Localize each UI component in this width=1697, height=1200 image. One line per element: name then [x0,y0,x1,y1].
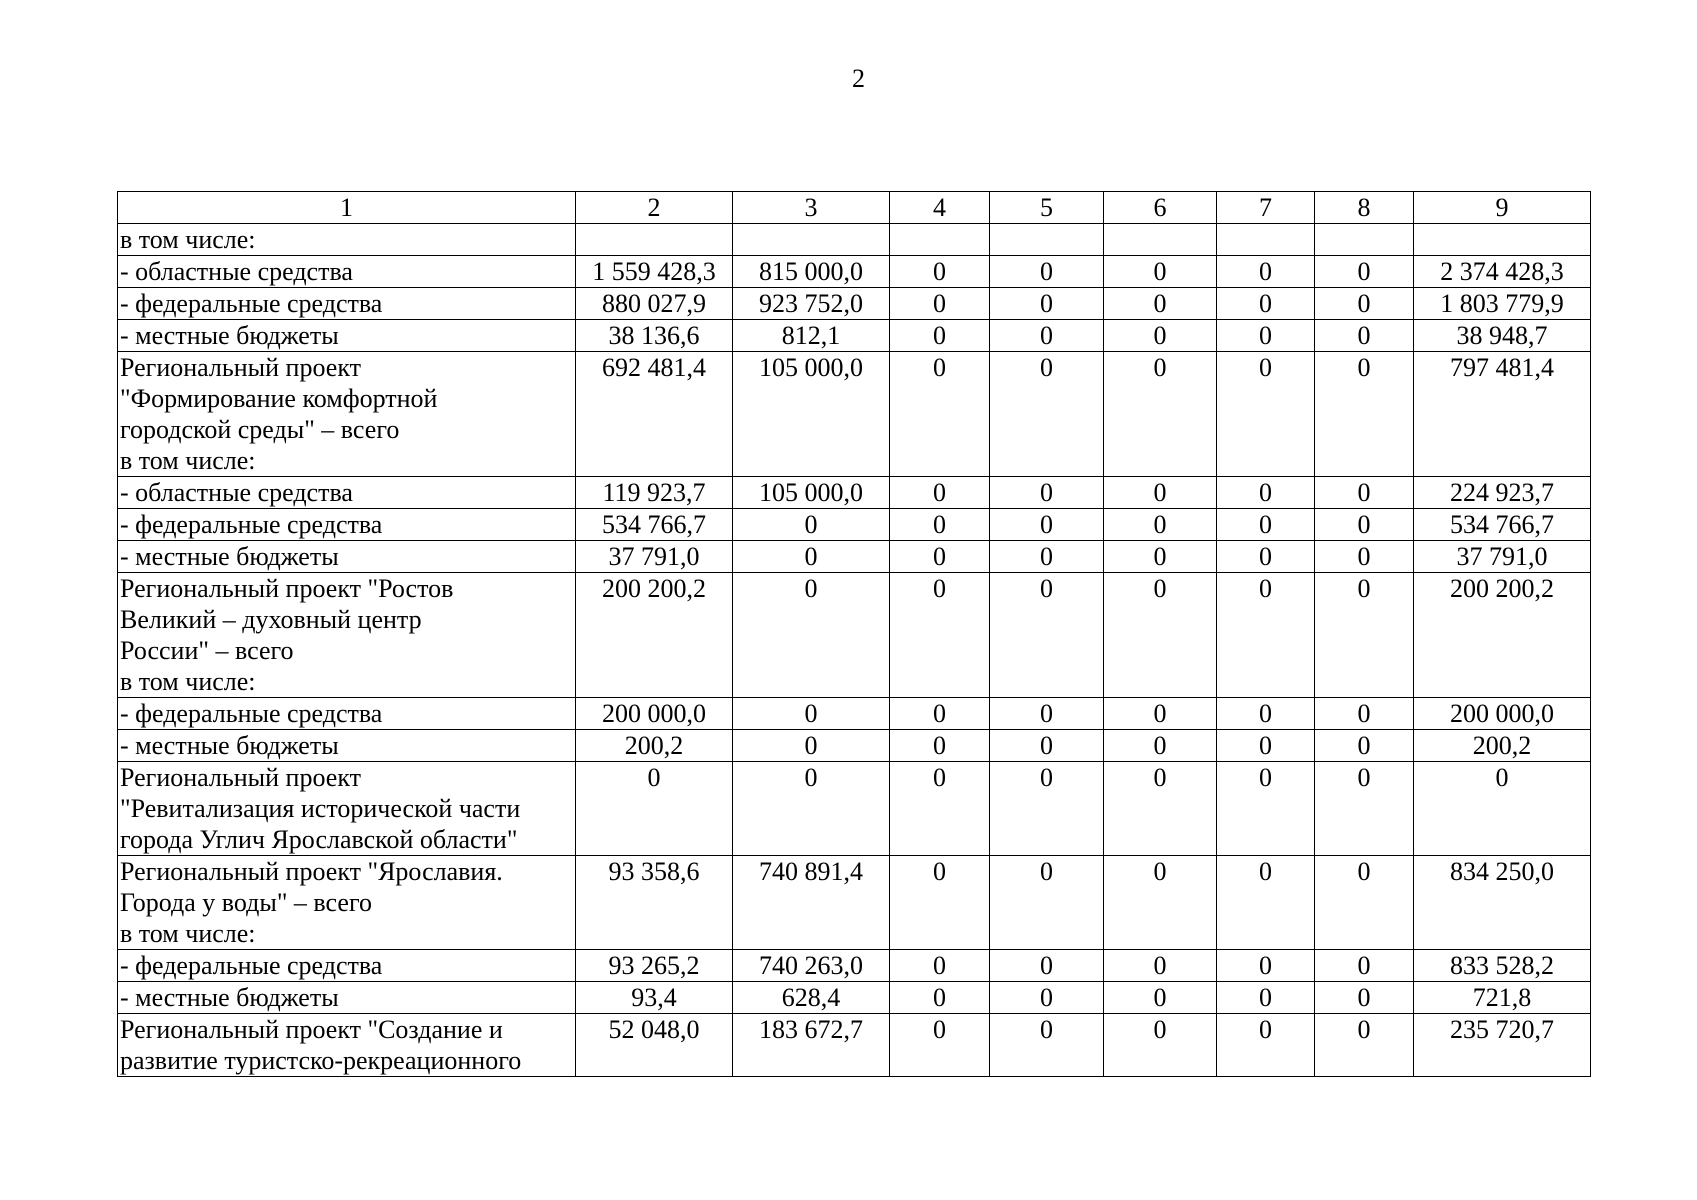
column-header-8: 8 [1315,192,1414,224]
value-cell-col-3: 0 [733,698,890,730]
value-cell-col-2: 93,4 [576,982,733,1014]
value-cell-col-6: 0 [1104,288,1217,320]
table-row [118,698,1591,730]
row-label-line: - федеральные средства [120,951,383,980]
value-cell-col-2: 200 200,2 [576,573,733,698]
value-cell-col-4: 0 [890,950,990,982]
value-cell-col-5: 0 [990,477,1104,509]
value-cell-col-3: 812,1 [733,320,890,352]
table-row [118,509,1591,541]
value-cell-col-5: 0 [990,698,1104,730]
table-row [118,320,1591,352]
value-cell-col-7: 0 [1217,352,1315,477]
row-label-line: Города у воды" – всего [120,888,372,917]
table-row [118,950,1591,982]
value-cell-col-7: 0 [1217,856,1315,950]
row-label-line: "Ревитализация исторической части [120,794,521,823]
value-cell-col-2 [576,224,733,256]
value-cell-col-6: 0 [1104,477,1217,509]
value-cell-col-8: 0 [1315,1014,1414,1077]
value-cell-col-8 [1315,224,1414,256]
value-cell-col-9: 1 803 779,9 [1414,288,1591,320]
column-header-1: 1 [118,192,576,224]
value-cell-col-7: 0 [1217,477,1315,509]
value-cell-col-4: 0 [890,541,990,573]
value-cell-col-2: 1 559 428,3 [576,256,733,288]
value-cell-col-9 [1414,224,1591,256]
value-cell-col-8: 0 [1315,982,1414,1014]
value-cell-col-7: 0 [1217,762,1315,856]
value-cell-col-2: 38 136,6 [576,320,733,352]
value-cell-col-6: 0 [1104,352,1217,477]
value-cell-col-4 [890,224,990,256]
row-label-line: в том числе: [120,446,256,475]
value-cell-col-7: 0 [1217,288,1315,320]
value-cell-col-3: 923 752,0 [733,288,890,320]
column-header-3: 3 [733,192,890,224]
row-label-line: развитие туристско-рекреационного [120,1046,522,1075]
row-label [118,256,576,288]
value-cell-col-4: 0 [890,762,990,856]
column-header-6: 6 [1104,192,1217,224]
value-cell-col-2: 37 791,0 [576,541,733,573]
value-cell-col-3 [733,224,890,256]
value-cell-col-8: 0 [1315,256,1414,288]
table-row [118,541,1591,573]
page-number: 2 [852,64,865,93]
value-cell-col-9: 534 766,7 [1414,509,1591,541]
value-cell-col-9: 200 200,2 [1414,573,1591,698]
row-label-line: Великий – духовный центр [120,605,422,634]
value-cell-col-8: 0 [1315,573,1414,698]
value-cell-col-9: 200 000,0 [1414,698,1591,730]
value-cell-col-8: 0 [1315,320,1414,352]
row-label [118,573,576,698]
value-cell-col-2: 880 027,9 [576,288,733,320]
value-cell-col-9: 721,8 [1414,982,1591,1014]
value-cell-col-6: 0 [1104,1014,1217,1077]
row-label [118,352,576,477]
value-cell-col-6: 0 [1104,982,1217,1014]
value-cell-col-9: 200,2 [1414,730,1591,762]
value-cell-col-4: 0 [890,320,990,352]
value-cell-col-9: 37 791,0 [1414,541,1591,573]
value-cell-col-6 [1104,224,1217,256]
value-cell-col-9: 235 720,7 [1414,1014,1591,1077]
value-cell-col-5: 0 [990,856,1104,950]
row-label-line: - местные бюджеты [120,321,339,350]
value-cell-col-3: 105 000,0 [733,352,890,477]
value-cell-col-2: 200 000,0 [576,698,733,730]
value-cell-col-5: 0 [990,573,1104,698]
value-cell-col-8: 0 [1315,698,1414,730]
row-label-line: - федеральные средства [120,699,383,728]
value-cell-col-6: 0 [1104,762,1217,856]
value-cell-col-2: 119 923,7 [576,477,733,509]
value-cell-col-5: 0 [990,256,1104,288]
value-cell-col-8: 0 [1315,950,1414,982]
table-row [118,573,1591,698]
value-cell-col-5 [990,224,1104,256]
value-cell-col-5: 0 [990,950,1104,982]
table-row [118,762,1591,856]
value-cell-col-9: 797 481,4 [1414,352,1591,477]
row-label-line: - местные бюджеты [120,731,339,760]
value-cell-col-2: 52 048,0 [576,1014,733,1077]
row-label-line: "Формирование комфортной [120,384,438,413]
value-cell-col-4: 0 [890,1014,990,1077]
row-label [118,320,576,352]
row-label [118,509,576,541]
value-cell-col-3: 0 [733,509,890,541]
value-cell-col-8: 0 [1315,762,1414,856]
value-cell-col-2: 534 766,7 [576,509,733,541]
value-cell-col-2: 93 265,2 [576,950,733,982]
value-cell-col-5: 0 [990,320,1104,352]
row-label-line: города Углич Ярославской области" [120,825,518,854]
row-label-line: Региональный проект [120,353,361,382]
row-label-line: Региональный проект "Ярославия. [120,857,503,886]
value-cell-col-7: 0 [1217,982,1315,1014]
row-label [118,982,576,1014]
row-label [118,856,576,950]
table-body [118,192,1591,1077]
value-cell-col-6: 0 [1104,856,1217,950]
budget-table [117,191,1591,1077]
value-cell-col-6: 0 [1104,509,1217,541]
value-cell-col-4: 0 [890,698,990,730]
value-cell-col-6: 0 [1104,698,1217,730]
row-label-line: - местные бюджеты [120,983,339,1012]
value-cell-col-7: 0 [1217,320,1315,352]
row-label-line: городской среды" – всего [120,415,400,444]
value-cell-col-5: 0 [990,352,1104,477]
row-label-line: - областные средства [120,478,353,507]
value-cell-col-3: 0 [733,541,890,573]
value-cell-col-3: 0 [733,762,890,856]
table-row [118,1014,1591,1077]
value-cell-col-7 [1217,224,1315,256]
value-cell-col-8: 0 [1315,856,1414,950]
row-label [118,950,576,982]
value-cell-col-3: 0 [733,573,890,698]
value-cell-col-6: 0 [1104,950,1217,982]
row-label-line: - федеральные средства [120,289,383,318]
table-row [118,982,1591,1014]
value-cell-col-2: 93 358,6 [576,856,733,950]
value-cell-col-3: 628,4 [733,982,890,1014]
value-cell-col-5: 0 [990,730,1104,762]
value-cell-col-5: 0 [990,1014,1104,1077]
header-row [118,192,1591,224]
value-cell-col-8: 0 [1315,541,1414,573]
value-cell-col-4: 0 [890,509,990,541]
value-cell-col-2: 0 [576,762,733,856]
row-label [118,541,576,573]
value-cell-col-6: 0 [1104,256,1217,288]
table-row [118,730,1591,762]
column-header-2: 2 [576,192,733,224]
value-cell-col-7: 0 [1217,573,1315,698]
value-cell-col-7: 0 [1217,1014,1315,1077]
value-cell-col-2: 200,2 [576,730,733,762]
value-cell-col-7: 0 [1217,730,1315,762]
value-cell-col-8: 0 [1315,477,1414,509]
value-cell-col-2: 692 481,4 [576,352,733,477]
value-cell-col-4: 0 [890,573,990,698]
row-label-line: - федеральные средства [120,510,383,539]
value-cell-col-9: 38 948,7 [1414,320,1591,352]
value-cell-col-6: 0 [1104,320,1217,352]
table-row [118,256,1591,288]
value-cell-col-4: 0 [890,982,990,1014]
table-row [118,288,1591,320]
value-cell-col-3: 740 263,0 [733,950,890,982]
table-row [118,856,1591,950]
row-label-line: - местные бюджеты [120,542,339,571]
row-label-line: Региональный проект "Создание и [120,1015,503,1044]
row-label [118,1014,576,1077]
table-row [118,477,1591,509]
column-header-7: 7 [1217,192,1315,224]
value-cell-col-3: 815 000,0 [733,256,890,288]
value-cell-col-6: 0 [1104,541,1217,573]
value-cell-col-3: 105 000,0 [733,477,890,509]
value-cell-col-5: 0 [990,509,1104,541]
value-cell-col-4: 0 [890,288,990,320]
value-cell-col-5: 0 [990,762,1104,856]
value-cell-col-8: 0 [1315,509,1414,541]
row-label [118,224,576,256]
row-label-line: в том числе: [120,667,256,696]
value-cell-col-4: 0 [890,856,990,950]
row-label-line: Региональный проект [120,763,361,792]
row-label [118,288,576,320]
column-header-9: 9 [1414,192,1591,224]
value-cell-col-9: 0 [1414,762,1591,856]
value-cell-col-3: 740 891,4 [733,856,890,950]
value-cell-col-6: 0 [1104,573,1217,698]
value-cell-col-9: 224 923,7 [1414,477,1591,509]
value-cell-col-7: 0 [1217,509,1315,541]
column-header-5: 5 [990,192,1104,224]
value-cell-col-9: 834 250,0 [1414,856,1591,950]
row-label-line: России" – всего [120,636,294,665]
value-cell-col-9: 2 374 428,3 [1414,256,1591,288]
row-label-line: в том числе: [120,919,256,948]
table-row [118,352,1591,477]
row-label-line: Региональный проект "Ростов [120,574,454,603]
value-cell-col-8: 0 [1315,288,1414,320]
value-cell-col-7: 0 [1217,256,1315,288]
value-cell-col-7: 0 [1217,950,1315,982]
row-label-line: - областные средства [120,257,353,286]
value-cell-col-8: 0 [1315,352,1414,477]
column-header-4: 4 [890,192,990,224]
row-label [118,762,576,856]
value-cell-col-4: 0 [890,256,990,288]
value-cell-col-7: 0 [1217,698,1315,730]
row-label [118,698,576,730]
value-cell-col-5: 0 [990,982,1104,1014]
value-cell-col-5: 0 [990,541,1104,573]
value-cell-col-3: 0 [733,730,890,762]
value-cell-col-9: 833 528,2 [1414,950,1591,982]
value-cell-col-4: 0 [890,730,990,762]
row-label-line: в том числе: [120,225,256,254]
value-cell-col-5: 0 [990,288,1104,320]
value-cell-col-4: 0 [890,477,990,509]
row-label [118,477,576,509]
table-row [118,224,1591,256]
value-cell-col-7: 0 [1217,541,1315,573]
value-cell-col-8: 0 [1315,730,1414,762]
value-cell-col-3: 183 672,7 [733,1014,890,1077]
value-cell-col-6: 0 [1104,730,1217,762]
value-cell-col-4: 0 [890,352,990,477]
row-label [118,730,576,762]
